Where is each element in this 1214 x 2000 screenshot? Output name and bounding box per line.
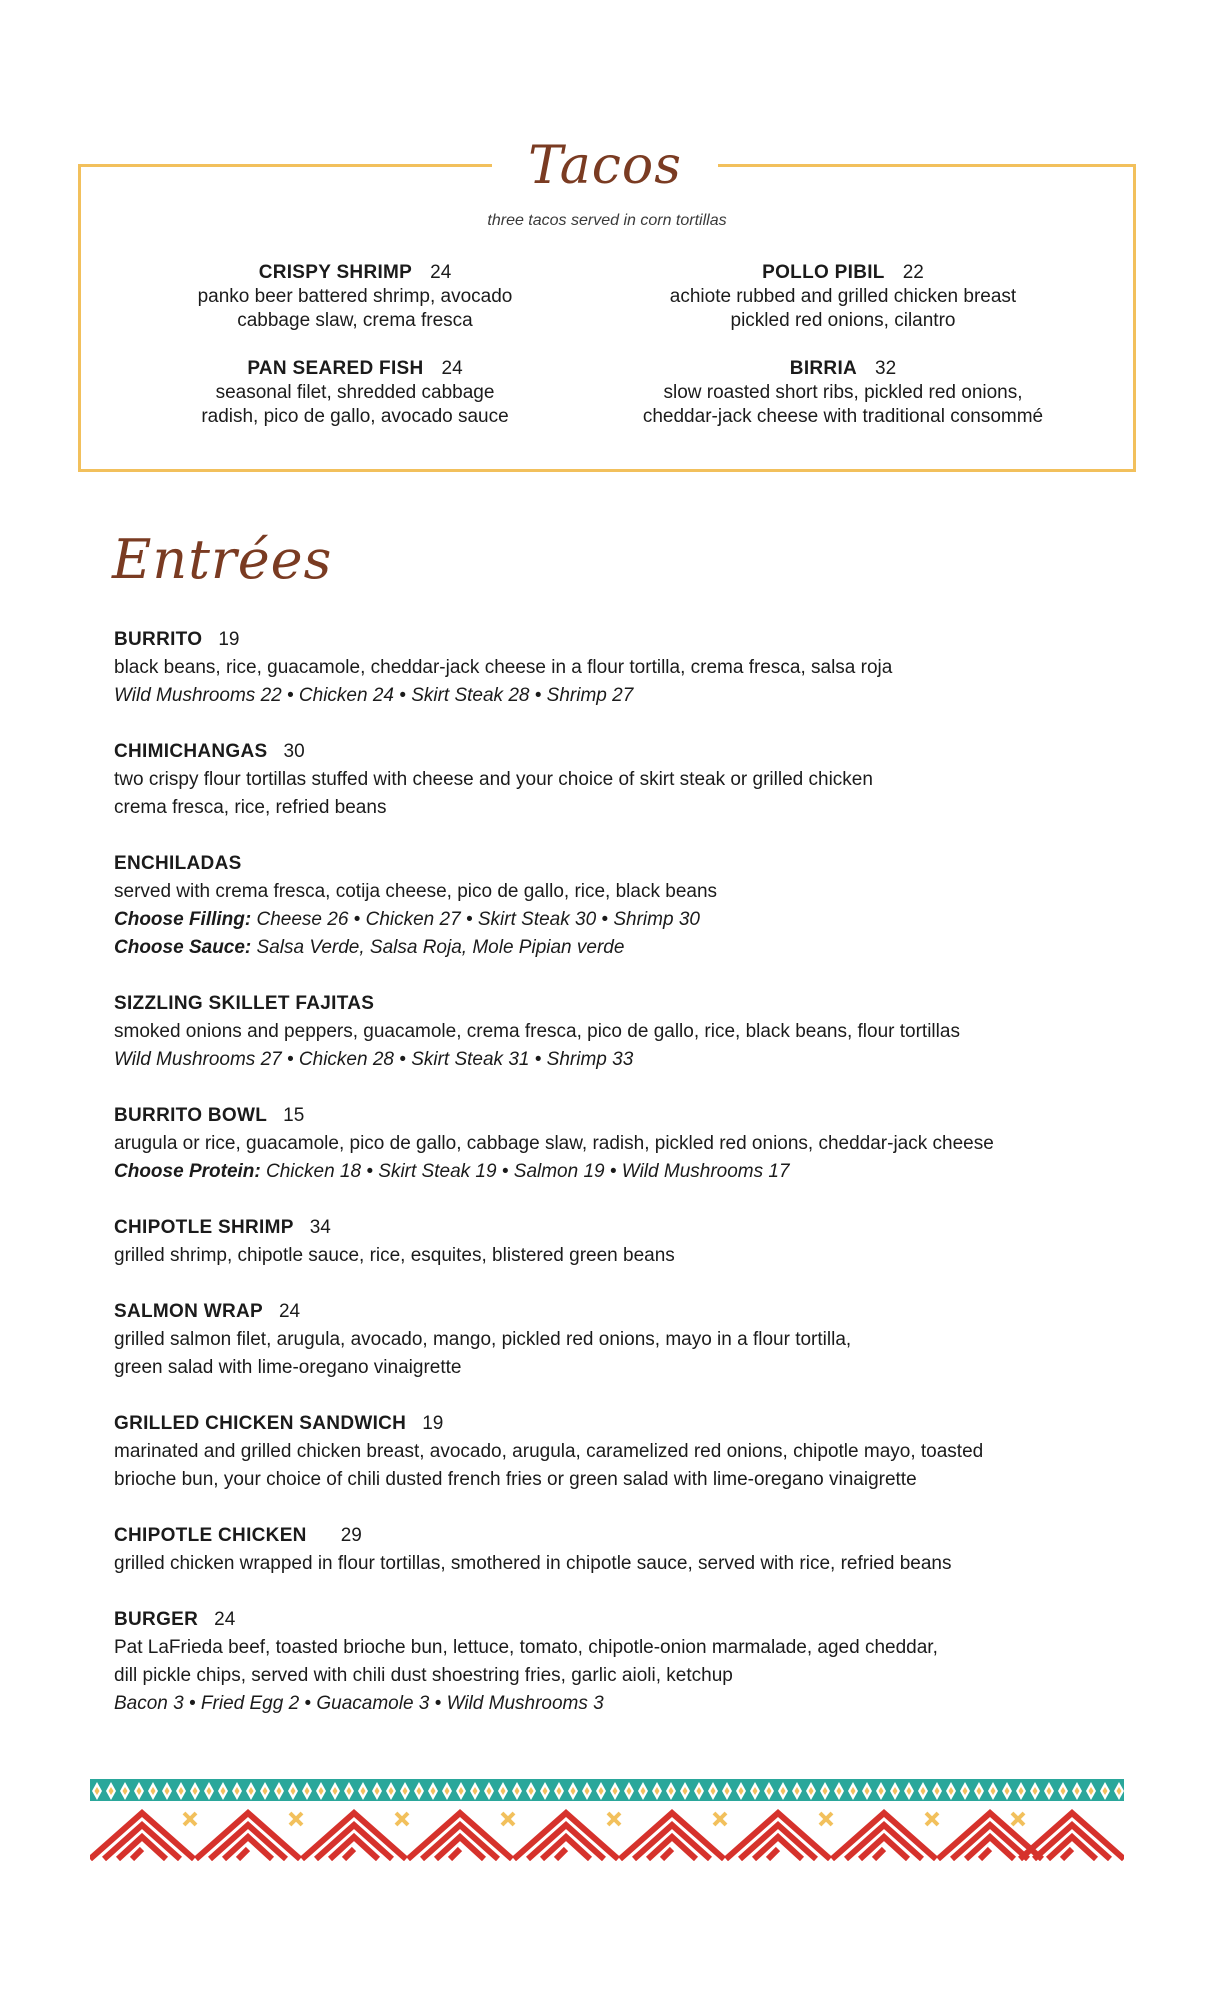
entree-description: smoked onions and peppers, guacamole, crema fresca, pico de gallo, rice, black beans, flour tortillas <box>114 1021 960 1042</box>
entree-description: green salad with lime-oregano vinaigrette <box>114 1357 462 1378</box>
taco-description: cabbage slaw, crema fresca <box>237 310 473 331</box>
entree-options <box>114 1690 1114 1718</box>
entree-item <box>114 1298 1114 1382</box>
taco-description: pickled red onions, cilantro <box>730 310 956 331</box>
entree-item <box>114 626 1114 710</box>
entree-name: SIZZLING SKILLET FAJITAS <box>114 993 375 1014</box>
entree-description: crema fresca, rice, refried beans <box>114 797 387 818</box>
entree-description: served with crema fresca, cotija cheese, pico de gallo, rice, black beans <box>114 881 718 902</box>
taco-name: BIRRIA <box>789 358 858 379</box>
entree-price: 34 <box>309 1217 331 1238</box>
taco-name: CRISPY SHRIMP <box>258 262 413 283</box>
option-label: Choose Filling: <box>114 909 252 930</box>
taco-price: 32 <box>875 358 897 379</box>
entrees-heading: Entrées <box>112 528 333 591</box>
taco-item <box>603 357 1083 429</box>
taco-description: panko beer battered shrimp, avocado <box>197 286 513 307</box>
entree-options-text: Cheese 26 • Chicken 27 • Skirt Steak 30 • Shrimp 30 <box>251 909 700 930</box>
entree-options <box>114 1046 1114 1074</box>
entree-options <box>114 1158 1114 1186</box>
entree-item <box>114 1522 1114 1578</box>
entree-options-text: Chicken 18 • Skirt Steak 19 • Salmon 19 • Wild Mushrooms 17 <box>260 1161 790 1182</box>
option-label: Choose Sauce: <box>114 937 252 958</box>
taco-item <box>603 261 1083 333</box>
entree-item <box>114 738 1114 822</box>
entree-description: grilled chicken wrapped in flour tortillas, smothered in chipotle sauce, served with rice, refried beans <box>114 1553 952 1574</box>
entree-description: Pat LaFrieda beef, toasted brioche bun, lettuce, tomato, chipotle-onion marmalade, aged cheddar, <box>114 1637 938 1658</box>
entree-price: 29 <box>340 1525 362 1546</box>
entree-description: brioche bun, your choice of chili dusted french fries or green salad with lime-oregano vinaigrette <box>114 1469 917 1490</box>
taco-description: radish, pico de gallo, avocado sauce <box>201 406 509 427</box>
entree-price: 19 <box>422 1413 444 1434</box>
taco-item <box>115 357 595 429</box>
taco-price: 24 <box>430 262 452 283</box>
entree-item <box>114 1410 1114 1494</box>
option-label: Choose Protein: <box>114 1161 261 1182</box>
entree-name: GRILLED CHICKEN SANDWICH <box>114 1413 407 1434</box>
entree-price: 24 <box>214 1609 236 1630</box>
entree-description: dill pickle chips, served with chili dust shoestring fries, garlic aioli, ketchup <box>114 1665 733 1686</box>
entree-item <box>114 1102 1114 1186</box>
aztec-pattern-border-icon <box>90 1779 1124 1861</box>
entree-options-text: Bacon 3 • Fried Egg 2 • Guacamole 3 • Wild Mushrooms 3 <box>114 1693 604 1714</box>
entree-options-text: Wild Mushrooms 22 • Chicken 24 • Skirt Steak 28 • Shrimp 27 <box>114 685 634 706</box>
entree-name: BURRITO <box>114 629 203 650</box>
entree-description: grilled salmon filet, arugula, avocado, mango, pickled red onions, mayo in a flour tortilla, <box>114 1329 852 1350</box>
entree-item <box>114 1214 1114 1270</box>
entree-name: CHIMICHANGAS <box>114 741 268 762</box>
entree-description: arugula or rice, guacamole, pico de gallo, cabbage slaw, radish, pickled red onions, cheddar-jack cheese <box>114 1133 994 1154</box>
entree-options-text: Salsa Verde, Salsa Roja, Mole Pipian verde <box>251 937 625 958</box>
taco-description: achiote rubbed and grilled chicken breast <box>669 286 1017 307</box>
taco-price: 22 <box>902 262 924 283</box>
entree-description: black beans, rice, guacamole, cheddar-jack cheese in a flour tortilla, crema fresca, salsa roja <box>114 657 893 678</box>
entree-options-text: Wild Mushrooms 27 • Chicken 28 • Skirt Steak 31 • Shrimp 33 <box>114 1049 634 1070</box>
entree-price: 15 <box>283 1105 305 1126</box>
entree-item <box>114 990 1114 1074</box>
taco-description: seasonal filet, shredded cabbage <box>215 382 495 403</box>
taco-name: PAN SEARED FISH <box>247 358 424 379</box>
taco-name: POLLO PIBIL <box>762 262 885 283</box>
taco-description: cheddar-jack cheese with traditional consommé <box>642 406 1044 427</box>
entree-description: marinated and grilled chicken breast, avocado, arugula, caramelized red onions, chipotle mayo, toasted <box>114 1441 984 1462</box>
entree-options <box>114 934 1114 962</box>
taco-description: slow roasted short ribs, pickled red onions, <box>663 382 1023 403</box>
taco-item <box>115 261 595 333</box>
tacos-subtitle: three tacos served in corn tortillas <box>487 212 727 229</box>
entree-options <box>114 682 1114 710</box>
taco-price: 24 <box>441 358 463 379</box>
entree-item <box>114 1606 1114 1718</box>
entree-name: CHIPOTLE CHICKEN <box>114 1525 307 1546</box>
entree-description: two crispy flour tortillas stuffed with cheese and your choice of skirt steak or grilled chicken <box>114 769 873 790</box>
entree-price: 30 <box>283 741 305 762</box>
entree-options <box>114 906 1114 934</box>
entree-name: CHIPOTLE SHRIMP <box>114 1217 294 1238</box>
entree-price: 19 <box>218 629 240 650</box>
entree-name: ENCHILADAS <box>114 853 242 874</box>
entree-item <box>114 850 1114 962</box>
entree-name: SALMON WRAP <box>114 1301 263 1322</box>
entree-description: grilled shrimp, chipotle sauce, rice, esquites, blistered green beans <box>114 1245 675 1266</box>
entrees-list <box>114 626 1114 1746</box>
entree-price: 24 <box>278 1301 301 1322</box>
entree-name: BURGER <box>114 1609 199 1630</box>
entree-name: BURRITO BOWL <box>114 1105 268 1126</box>
tacos-heading: Tacos <box>492 128 718 204</box>
